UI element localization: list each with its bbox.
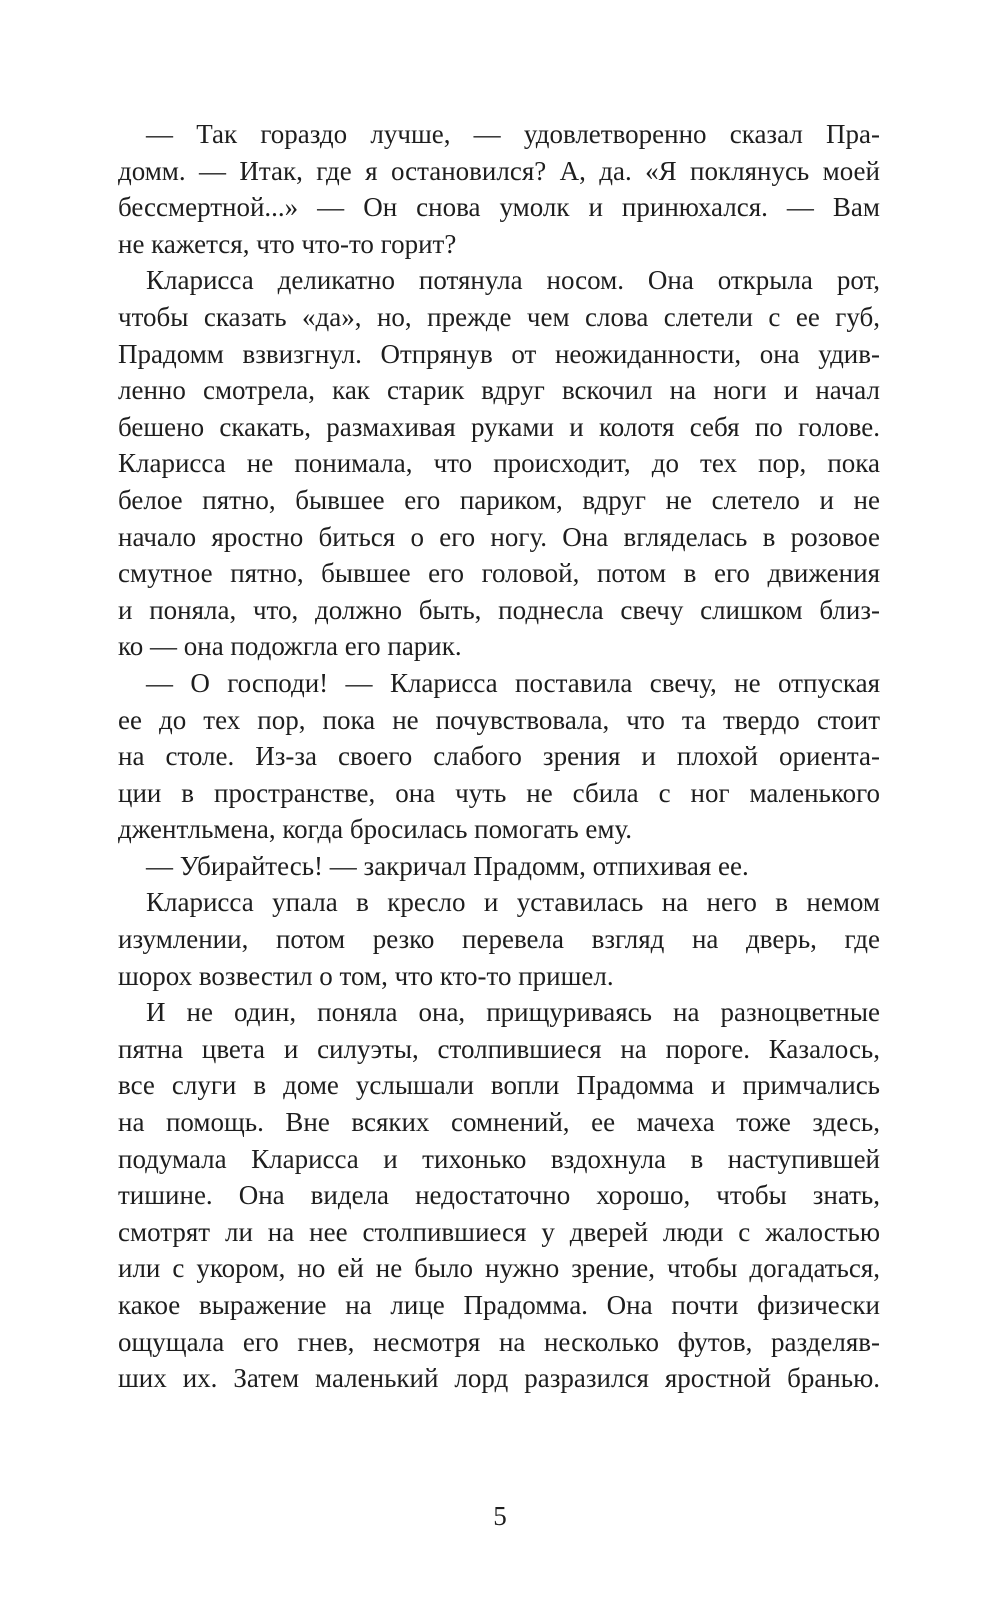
text-line: Кларисса не понимала, что происходит, до тех пор, пока [118, 448, 880, 479]
text-line: бессмертной...» — Он снова умолк и принюхался. — Вам [118, 192, 880, 223]
text-line: пятна цвета и силуэты, столпившиеся на пороге. Казалось, [118, 1033, 880, 1064]
text-line: — Убирайтесь! — закричал Прадомм, отпихивая ее. [146, 850, 749, 881]
text-line: какое выражение на лице Прадомма. Она почти физически [118, 1290, 880, 1320]
text-line: начало яростно биться о его ногу. Она вгляделась в розовое [118, 521, 880, 552]
text-line: джентльмена, когда бросилась помогать ему. [118, 814, 633, 845]
text-line: И не один, поняла она, прищуриваясь на разноцветные [146, 997, 880, 1028]
text-line: смотрят ли на нее столпившиеся у дверей люди с жалостью [118, 1216, 880, 1247]
page-number: 5 [493, 1501, 507, 1531]
text-line: ции в пространстве, она чуть не сбила с ног маленького [118, 777, 880, 808]
text-line: или с укором, но ей не было нужно зрение, чтобы догадаться, [118, 1253, 880, 1284]
text-line: не кажется, что что-то горит? [118, 228, 457, 259]
text-line: на столе. Из-за своего слабого зрения и плохой ориента- [118, 741, 880, 772]
text-line: и поняла, что, должно быть, поднесла свечу слишком близ- [118, 594, 880, 625]
text-line: Прадомм взвизгнул. Отпрянув от неожиданности, она удив- [118, 338, 880, 369]
text-line: — Так гораздо лучше, — удовлетворенно сказал Пра- [146, 119, 880, 149]
text-line: белое пятно, бывшее его париком, вдруг не слетело и не [118, 484, 880, 515]
text-line: Кларисса упала в кресло и уставилась на него в немом [146, 887, 880, 918]
text-line: смутное пятно, бывшее его головой, потом в его движения [118, 558, 880, 589]
text-line: на помощь. Вне всяких сомнений, ее мачеха тоже здесь, [118, 1107, 880, 1138]
text-line: ощущала его гнев, несмотря на несколько футов, разделяв- [118, 1326, 880, 1357]
text-line: подумала Кларисса и тихонько вздохнула в наступившей [118, 1143, 880, 1174]
text-line: ее до тех пор, пока не почувствовала, что та твердо стоит [118, 704, 880, 735]
text-line: все слуги в доме услышали вопли Прадомма и примчались [118, 1070, 880, 1101]
text-line: изумлении, потом резко перевела взгляд на дверь, где [118, 924, 880, 955]
text-line: чтобы сказать «да», но, прежде чем слова слетели с ее губ, [118, 301, 880, 332]
text-line: тишине. Она видела недостаточно хорошо, чтобы знать, [118, 1180, 880, 1211]
text-line: ко — она подожгла его парик. [118, 631, 462, 662]
text-line: — О господи! — Кларисса поставила свечу, не отпуская [146, 667, 880, 698]
text-line: бешено скакать, размахивая руками и колотя себя по голове. [118, 411, 880, 442]
text-line: домм. — Итак, где я остановился? А, да. «Я поклянусь моей [118, 155, 880, 186]
body-text [118, 116, 880, 1397]
text-line: ленно смотрела, как старик вдруг вскочил на ноги и начал [118, 375, 880, 406]
text-line: ших их. Затем маленький лорд разразился яростной бранью. [118, 1363, 880, 1394]
text-line: шорох возвестил о том, что кто-то пришел. [118, 960, 614, 991]
text-line: Кларисса деликатно потянула носом. Она открыла рот, [146, 265, 880, 296]
